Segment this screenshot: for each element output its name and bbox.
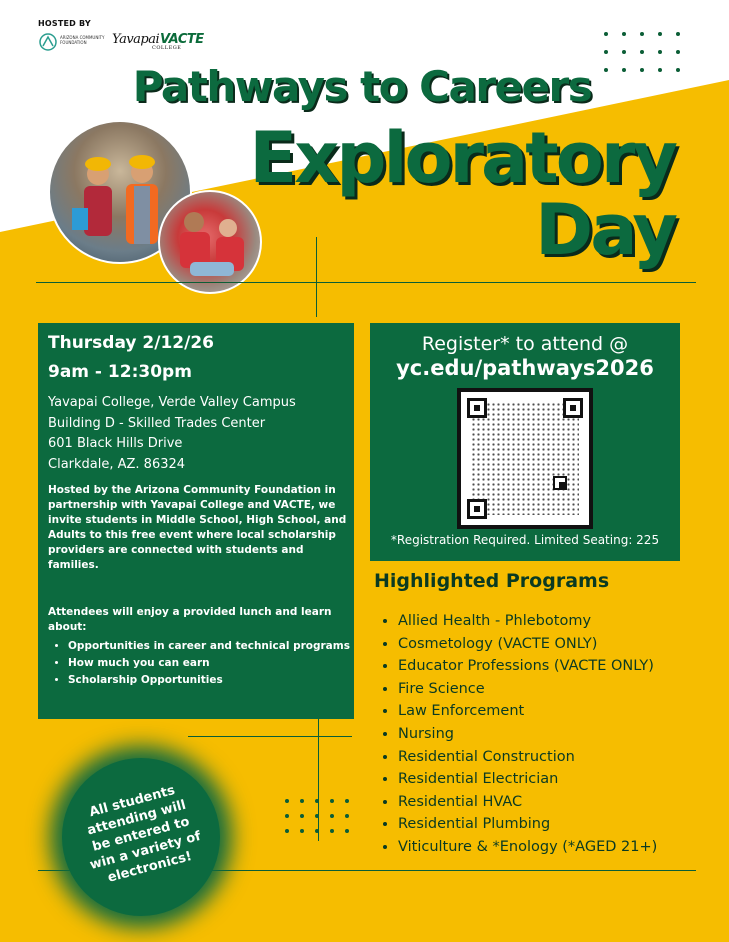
program-item: • Residential Electrician <box>398 768 657 791</box>
program-item: • Residential Plumbing <box>398 813 657 836</box>
dot-grid-top <box>604 32 684 76</box>
divider-line-mid <box>188 736 352 737</box>
enjoy-item: • Opportunities in career and technical programs <box>68 639 368 654</box>
enjoy-item: • How much you can earn <box>68 656 368 671</box>
title-exploratory <box>235 117 675 271</box>
acf-logo-icon <box>38 32 58 52</box>
qr-finder-icon <box>467 499 487 519</box>
programs-list <box>380 610 657 859</box>
event-date: Thursday 2/12/26 <box>48 333 214 353</box>
address-line: Yavapai College, Verde Valley Campus <box>48 395 296 410</box>
event-time: 9am - 12:30pm <box>48 362 192 382</box>
address-line: Building D - Skilled Trades Center <box>48 415 266 431</box>
yavapai-logo-text: Yavapai <box>112 32 160 47</box>
yavapai-logo-sub: COLLEGE <box>152 45 182 51</box>
programs-heading: Highlighted Programs <box>374 570 610 592</box>
program-item: • Fire Science <box>398 678 657 701</box>
title-exploratory-text: Exploratory <box>249 117 675 199</box>
register-heading: Register* to attend @ <box>421 333 629 355</box>
register-url[interactable]: yc.edu/pathways2026 <box>396 356 654 380</box>
registration-note: *Registration Required. Limited Seating: 225 <box>390 533 660 547</box>
qr-alignment-icon <box>553 476 567 490</box>
qr-finder-icon <box>467 398 487 418</box>
prize-promo-badge <box>62 758 220 916</box>
divider-line-top <box>36 282 696 283</box>
qr-finder-icon <box>563 398 583 418</box>
program-item: • Cosmetology (VACTE ONLY) <box>398 633 657 656</box>
prize-promo-text: All students attending will be entered to win a variety of electronics! <box>85 783 203 886</box>
divider-vertical-top <box>316 237 317 317</box>
event-enjoy-intro: Attendees will enjoy a provided lunch and learn about: <box>48 606 332 633</box>
dot-grid-bottom <box>285 799 349 835</box>
event-enjoy-list <box>48 639 368 690</box>
event-info-box <box>38 323 354 719</box>
program-item: • Residential Construction <box>398 746 657 769</box>
address-line: Clarkdale, AZ. 86324 <box>48 456 186 472</box>
enjoy-item: • Scholarship Opportunities <box>68 673 368 688</box>
program-item: • Viticulture & *Enology (*AGED 21+) <box>398 836 657 859</box>
qr-code-pattern <box>471 402 579 515</box>
title-day-text: Day <box>535 189 675 271</box>
photo-nurses-illustration <box>160 192 260 292</box>
program-item: • Residential HVAC <box>398 791 657 814</box>
acf-logo-text: ARIZONA COMMUNITY FOUNDATION <box>60 35 105 45</box>
registration-qr-code[interactable] <box>457 388 593 529</box>
nursing-students-photo <box>158 190 262 294</box>
acf-logo <box>38 32 108 52</box>
address-line: 601 Black Hills Drive <box>48 436 183 451</box>
program-item: • Allied Health - Phlebotomy <box>398 610 657 633</box>
hosted-by-label: HOSTED BY <box>38 19 91 28</box>
vacte-logo: VACTE <box>160 32 204 47</box>
program-item: • Law Enforcement <box>398 700 657 723</box>
register-box <box>370 323 680 561</box>
event-description: Hosted by the Arizona Community Foundation in partnership with Yavapai College and VACTE, we invite students in Middle School, High School, and Adults to this free event where local scholarship providers are connected with students and families. <box>48 484 347 571</box>
program-item: • Nursing <box>398 723 657 746</box>
title-pathways: Pathways to Careers <box>132 62 592 111</box>
program-item: • Educator Professions (VACTE ONLY) <box>398 655 657 678</box>
event-address <box>48 393 296 475</box>
